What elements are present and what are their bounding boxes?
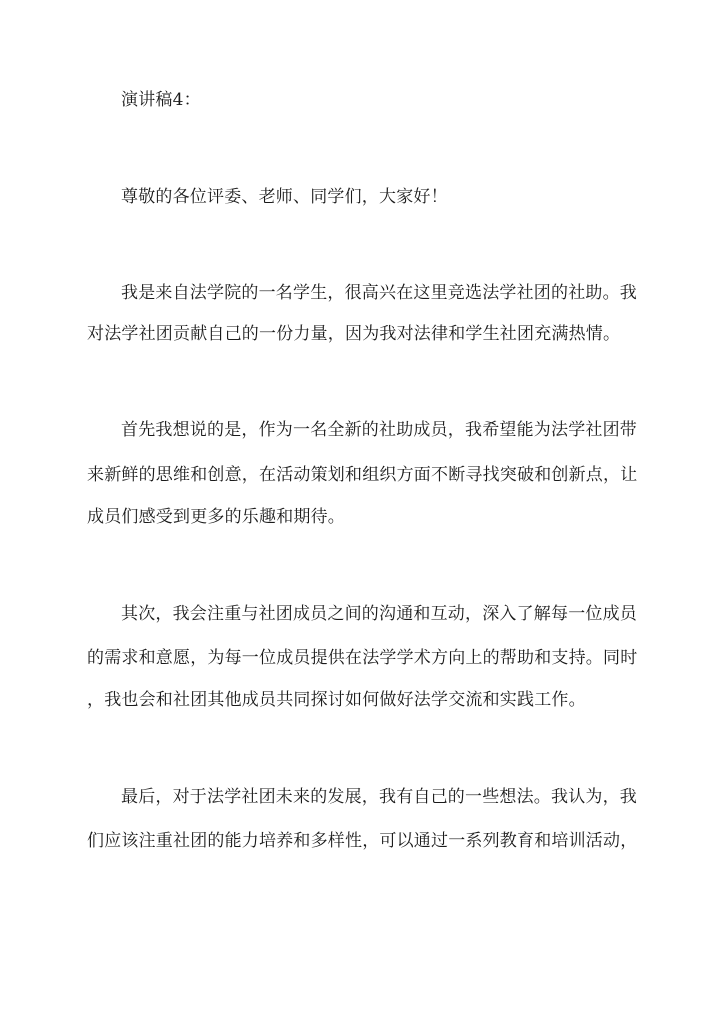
speech-greeting: 尊敬的各位评委、老师、同学们，大家好！ [121,187,448,207]
paragraph-line: 其次，我会注重与社团成员之间的沟通和互动，深入了解每一位成员 [121,604,637,624]
paragraph-line: 对法学社团贡献自己的一份力量，因为我对法律和学生社团充满热情。 [87,324,621,344]
paragraph-line: 首先我想说的是，作为一名全新的社助成员，我希望能为法学社团带 [121,420,637,440]
paragraph-line: 成员们感受到更多的乐趣和期待。 [87,507,345,527]
paragraph-line: 我是来自法学院的一名学生，很高兴在这里竞选法学社团的社助。我 [121,283,637,303]
paragraph-line: 最后，对于法学社团未来的发展，我有自己的一些想法。我认为，我 [121,787,637,807]
paragraph-line: ，我也会和社团其他成员共同探讨如何做好法学交流和实践工作。 [87,690,586,710]
paragraph-line: 来新鲜的思维和创意，在活动策划和组织方面不断寻找突破和创新点，让 [87,465,638,485]
paragraph-line: 们应该注重社团的能力培养和多样性，可以通过一系列教育和培训活动， [87,831,638,851]
paragraph-line: 的需求和意愿，为每一位成员提供在法学学术方向上的帮助和支持。同时 [87,648,638,668]
speech-heading: 演讲稿4： [121,90,201,110]
